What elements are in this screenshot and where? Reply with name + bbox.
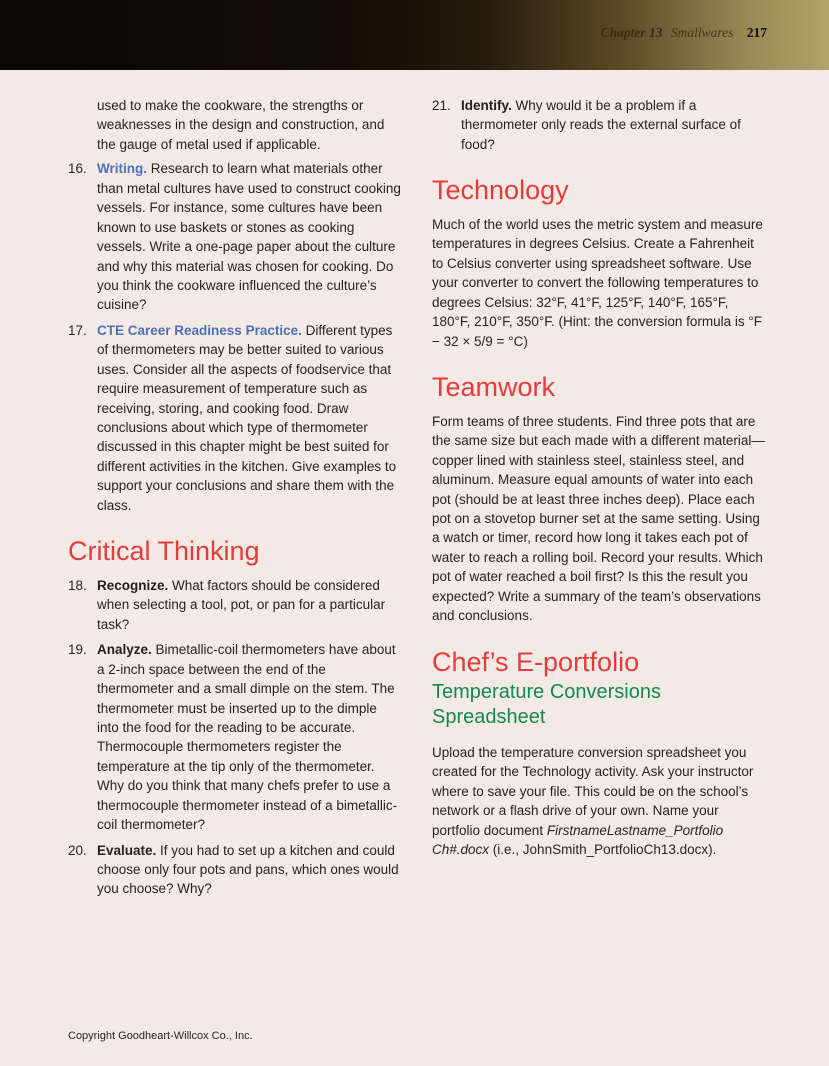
item-text xyxy=(97,640,401,834)
item-number: 17. xyxy=(68,322,87,338)
copyright-line: Copyright Goodheart-Willcox Co., Inc. xyxy=(68,1030,253,1042)
list-item-16 xyxy=(68,159,401,315)
item-number: 19. xyxy=(68,642,87,658)
running-head xyxy=(601,25,767,41)
item-lead: Evaluate. xyxy=(97,842,157,858)
item-lead: Writing. xyxy=(97,161,147,177)
item-lead: CTE Career Readiness Practice. xyxy=(97,322,302,338)
eportfolio-text-1: Upload the temperature conversion spreadsheet you created for the Technology activity. Ask your instructor where to save your file. This could be on the school’s network or a flash drive of your own. Name your portfolio document xyxy=(432,745,754,838)
list-item-20 xyxy=(68,841,401,899)
subheading-temperature-conversions: Temperature Conversions Spreadsheet xyxy=(432,681,661,728)
list-item-19 xyxy=(68,640,401,834)
item-text xyxy=(97,576,401,634)
list-item-21 xyxy=(432,96,765,154)
list-item-18 xyxy=(68,576,401,634)
section-heading-eportfolio: Chef’s E-portfolio xyxy=(432,646,640,677)
item-text xyxy=(97,321,401,515)
item-body: Different types of thermometers may be better suited to various uses. Consider all the aspects of foodservice that require measurement of temperature such as receiving, storing, and cooking food. Draw conclusions about which type of thermometer discussed in this chapter might be best suited for different activities in the kitchen. Give examples to support your conclusions and share them with the class. xyxy=(97,322,397,513)
eportfolio-filename: FirstnameLastname_Portfolio Ch#.docx xyxy=(432,822,724,858)
item-body: Bimetallic-coil thermometers have about a 2-inch space between the end of the thermometer and a small dimple on the stem. The thermometer must be inserted up to the dimple into the food for the reading to be accurate. Thermocouple thermometers register the temperature at the tip only of the thermometer. Why do you think that many chefs prefer to use a thermocouple thermometer instead of a bimetallic-coil thermometer? xyxy=(97,642,398,833)
item-lead: Recognize. xyxy=(97,577,169,593)
eportfolio-text-2: (i.e., JohnSmith_PortfolioCh13.docx). xyxy=(489,842,717,858)
eportfolio-paragraph xyxy=(432,743,765,860)
item-body: If you had to set up a kitchen and could choose only four pots and pans, which ones would you choose? Why? xyxy=(97,842,399,897)
item-body: Why would it be a problem if a thermometer only reads the external surface of food? xyxy=(461,98,741,152)
item-body: What factors should be considered when selecting a tool, pot, or pan for a particular task? xyxy=(97,577,386,632)
left-column xyxy=(68,96,401,905)
continued-paragraph: used to make the cookware, the strengths or weaknesses in the design and construction, and the gauge of metal used if applicable. xyxy=(97,98,385,152)
item-text xyxy=(97,841,401,899)
item-body: Research to learn what materials other than metal cultures have used to construct cooking vessels. For instance, some cultures have been known to use baskets or stones as cooking vessels. Write a one-page paper about the culture and why this material was chosen for cooking. Do you think the cookware influenced the culture’s cuisine? xyxy=(97,161,401,313)
running-head-band xyxy=(0,0,829,70)
running-chapter-title: Smallwares xyxy=(670,25,734,40)
section-heading-teamwork: Teamwork xyxy=(432,372,556,403)
section-heading-technology: Technology xyxy=(432,175,569,206)
item-lead: Identify. xyxy=(461,98,512,113)
item-text xyxy=(97,159,401,315)
teamwork-paragraph: Form teams of three students. Find three pots that are the same size but each made with a different material—copper lined with stainless steel, stainless steel, and aluminum. Measure equal amounts of water into each pot (should be at least three inches deep). Place each pot on a stovetop burner set at the same setting. Using a watch or timer, record how long it takes each pot of water to reach a rolling boil. Record your results. Which pot of water reached a boil first? Is this the result you expected? Write a summary of the team’s observations and conclusions. xyxy=(432,413,765,624)
section-heading-critical-thinking: Critical Thinking xyxy=(68,536,260,567)
technology-paragraph: Much of the world uses the metric system and measure temperatures in degrees Celsius. Create a Fahrenheit to Celsius converter using spreadsheet software. Use your converter to convert the following temperatures to degrees Celsius: 32°F, 41°F, 125°F, 140°F, 165°F, 180°F, 210°F, 350°F. (Hint: the conversion formula is °F − 32 × 5/9 = °C) xyxy=(432,217,763,349)
item-number: 16. xyxy=(68,161,87,177)
page-number: 217 xyxy=(746,25,767,40)
item-number: 20. xyxy=(68,842,87,858)
right-column xyxy=(432,96,765,905)
item-number: 18. xyxy=(68,577,87,593)
item-number: 21. xyxy=(432,98,451,113)
item-text xyxy=(461,96,765,154)
item-lead: Analyze. xyxy=(97,642,152,658)
list-item-17 xyxy=(68,321,401,515)
page-content xyxy=(0,70,829,905)
running-chapter-label: Chapter 13 xyxy=(600,25,663,40)
